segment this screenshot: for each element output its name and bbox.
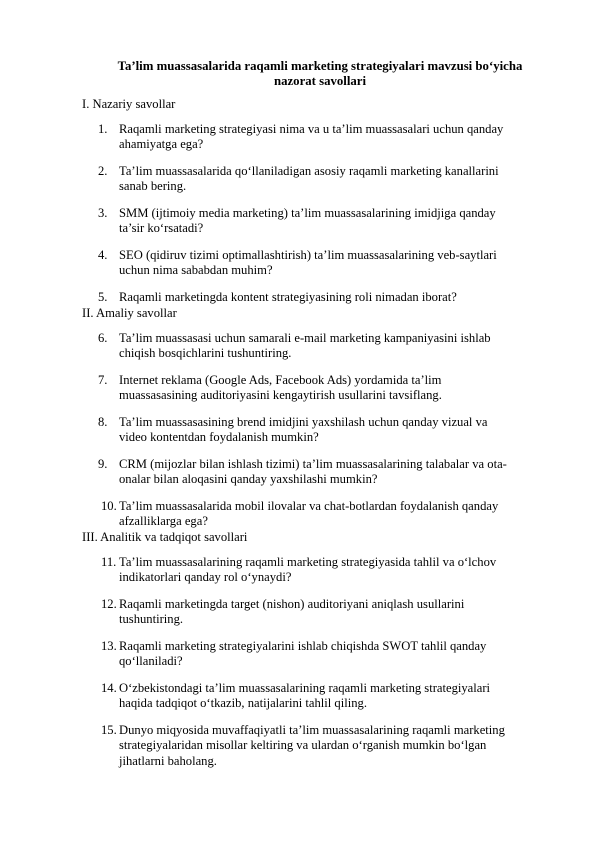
question-line: Raqamli marketingda target (nishon) auditoriyani aniqlash usullarini <box>119 597 465 611</box>
question-item <box>82 331 572 373</box>
question-line: O‘zbekistondagi ta’lim muassasalarining raqamli marketing strategiyalari <box>119 681 491 695</box>
section-heading: I. Nazariy savollar <box>82 97 176 111</box>
question-list <box>82 331 572 541</box>
question-line: muassasasining auditoriyasini kengaytirish usullarini tavsiflang. <box>119 388 442 403</box>
question-number: 14. <box>101 681 117 695</box>
question-item <box>82 597 572 639</box>
question-line: video kontentdan foydalanish mumkin? <box>119 430 319 445</box>
section-heading: III. Analitik va tadqiqot savollari <box>82 530 248 544</box>
question-item <box>82 639 572 681</box>
document-title <box>100 59 540 90</box>
question-line: uchun nima sababdan muhim? <box>119 263 273 278</box>
question-number: 12. <box>101 597 117 611</box>
question-line: Dunyo miqyosida muvaffaqiyatli ta’lim muassasalarining raqamli marketing <box>119 723 505 737</box>
question-number: 9. <box>98 457 108 471</box>
question-item <box>82 248 572 290</box>
question-line: afzalliklarga ega? <box>119 514 208 529</box>
question-text <box>119 457 559 488</box>
question-item <box>82 122 572 164</box>
question-list <box>82 555 572 775</box>
question-line: onalar bilan aloqasini qanday yaxshilashi mumkin? <box>119 472 378 487</box>
question-number: 3. <box>98 206 108 220</box>
question-item <box>82 415 572 457</box>
question-text <box>119 164 559 195</box>
question-line: Raqamli marketingda kontent strategiyasining roli nimadan iborat? <box>119 290 457 304</box>
question-line: ta’sir ko‘rsatadi? <box>119 221 204 236</box>
question-line: indikatorlari qanday rol o‘ynaydi? <box>119 570 292 585</box>
question-line: jihatlarni baholang. <box>119 753 217 768</box>
question-item <box>82 555 572 597</box>
question-line: Ta’lim muassasasining brend imidjini yaxshilash uchun qanday vizual va <box>119 415 488 429</box>
question-number: 1. <box>98 122 108 136</box>
section-heading: II. Amaliy savollar <box>82 306 177 320</box>
question-line: CRM (mijozlar bilan ishlash tizimi) ta’lim muassasalarining talabalar va ota- <box>119 457 507 471</box>
question-line: Raqamli marketing strategiyasi nima va u ta’lim muassasalari uchun qanday <box>119 122 504 136</box>
question-number: 7. <box>98 373 108 387</box>
question-item <box>82 457 572 499</box>
question-number: 2. <box>98 164 108 178</box>
question-number: 15. <box>101 723 117 737</box>
question-line: Raqamli marketing strategiyalarini ishlab chiqishda SWOT tahlil qanday <box>119 639 487 653</box>
question-item <box>82 723 572 775</box>
question-number: 10. <box>101 499 117 513</box>
question-item <box>82 681 572 723</box>
question-item <box>82 206 572 248</box>
question-list <box>82 122 572 310</box>
question-number: 5. <box>98 290 108 304</box>
question-number: 11. <box>101 555 117 569</box>
question-text <box>119 555 559 586</box>
question-text <box>119 681 559 712</box>
question-line: haqida tadqiqot o‘tkazib, natijalarini tahlil qiling. <box>119 696 367 711</box>
question-number: 13. <box>101 639 117 653</box>
question-line: Ta’lim muassasalarida mobil ilovalar va chat-botlardan foydalanish qanday <box>119 499 499 513</box>
question-item <box>82 373 572 415</box>
question-text <box>119 499 559 530</box>
question-number: 6. <box>98 331 108 345</box>
question-text <box>119 639 559 670</box>
question-text <box>119 122 559 153</box>
question-line: tushuntiring. <box>119 612 184 627</box>
question-number: 4. <box>98 248 108 262</box>
question-line: SEO (qidiruv tizimi optimallashtirish) ta’lim muassasalarining veb-saytlari <box>119 248 497 262</box>
question-line: Ta’lim muassasalarining raqamli marketing strategiyasida tahlil va o‘lchov <box>119 555 497 569</box>
title-line-2: nazorat savollari <box>273 74 367 89</box>
question-line: Ta’lim muassasalarida qo‘llaniladigan asosiy raqamli marketing kanallarini <box>119 164 499 178</box>
question-number: 8. <box>98 415 108 429</box>
question-line: chiqish bosqichlarini tushuntiring. <box>119 346 292 361</box>
question-item <box>82 164 572 206</box>
question-text <box>119 206 559 237</box>
question-text <box>119 248 559 279</box>
question-text <box>119 290 559 305</box>
question-line: qo‘llaniladi? <box>119 654 183 669</box>
question-text <box>119 415 559 446</box>
question-line: Ta’lim muassasasi uchun samarali e-mail marketing kampaniyasini ishlab <box>119 331 491 345</box>
question-line: sanab bering. <box>119 179 187 194</box>
question-line: ahamiyatga ega? <box>119 137 204 152</box>
question-line: Internet reklama (Google Ads, Facebook Ads) yordamida ta’lim <box>119 373 442 387</box>
question-text <box>119 373 559 404</box>
title-line-1: Ta’lim muassasalarida raqamli marketing strategiyalari mavzusi bo‘yicha <box>117 59 523 73</box>
question-line: strategiyalaridan misollar keltiring va ulardan o‘rganish mumkin bo‘lgan <box>119 738 487 753</box>
question-text <box>119 331 559 362</box>
question-line: SMM (ijtimoiy media marketing) ta’lim muassasalarining imidjiga qanday <box>119 206 496 220</box>
question-text <box>119 597 559 628</box>
question-text <box>119 723 559 769</box>
